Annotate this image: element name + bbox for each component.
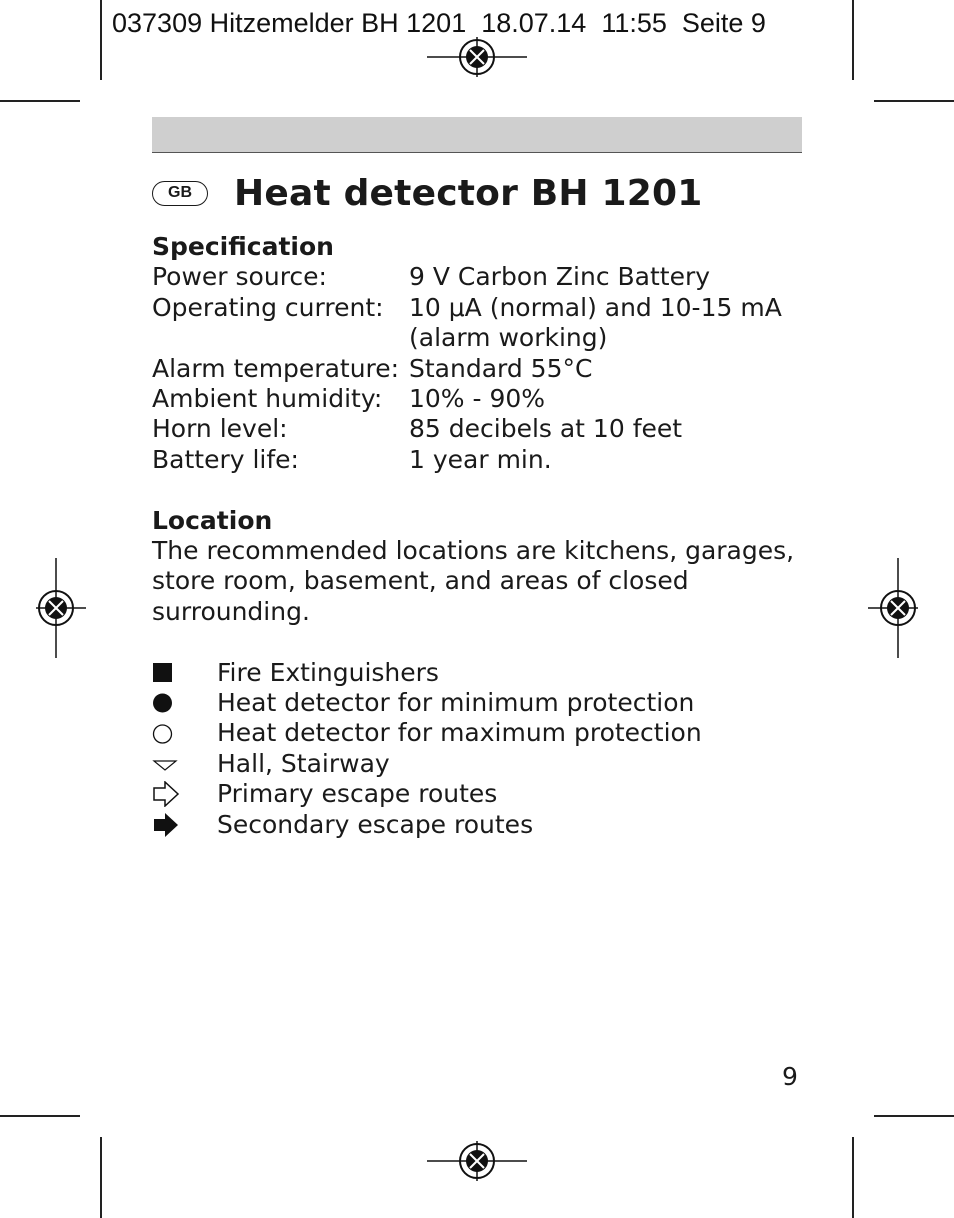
crop-mark [874,100,954,102]
crop-mark [100,1137,102,1218]
spec-label: Horn level: [152,414,288,444]
print-slug: 037309 Hitzemelder BH 1201 18.07.14 11:55 Seite 9 [112,8,766,38]
language-badge: GB [152,181,208,206]
filled-square-icon [152,662,217,684]
legend-item [152,658,812,688]
spacer [152,475,812,505]
spacer [152,627,812,657]
legend-item [152,779,812,809]
legend-label: Heat detector for maximum protection [217,718,702,748]
filled-circle-icon [152,692,217,714]
legend-label: Secondary escape routes [217,809,534,839]
spec-row [152,445,812,475]
registration-mark-icon [427,7,527,107]
spec-value: Standard 55°C [409,353,593,383]
crop-mark [0,100,80,102]
spec-row [152,293,812,354]
legend-label: Heat detector for minimum protection [217,688,695,718]
spec-value: 9 V Carbon Zinc Battery [409,262,711,292]
main-content [152,232,812,840]
legend-item [152,810,812,840]
spec-row [152,414,812,444]
spec-value-line: (alarm working) [409,323,608,353]
crop-mark [852,0,854,80]
spec-label: Alarm temperature: [152,353,400,383]
page-number: 9 [782,1062,798,1091]
spec-label: Battery life: [152,444,299,474]
spec-label: Power source: [152,262,327,292]
legend-label: Fire Extinguishers [217,657,439,687]
filled-arrow-right-icon [152,812,217,838]
location-heading: Location [152,505,273,535]
registration-mark-icon [6,558,106,658]
legend-label: Primary escape routes [217,779,498,809]
spec-value: 85 decibels at 10 feet [409,414,683,444]
title-row [152,168,702,218]
crop-mark [0,1115,80,1117]
registration-mark-icon [427,1111,527,1211]
spec-value [409,293,812,354]
spec-value: 10% - 90% [409,384,546,414]
spec-row [152,354,812,384]
header-band [152,117,802,153]
crop-mark [100,0,102,80]
outline-arrow-right-icon [152,781,217,807]
spec-value: 1 year min. [409,444,552,474]
open-triangle-down-icon [152,753,217,775]
legend-label: Hall, Stairway [217,748,390,778]
page-title: Heat detector BH 1201 [234,172,703,214]
spec-label: Ambient humidity: [152,384,383,414]
spec-row [152,384,812,414]
spec-label: Operating current: [152,292,384,322]
legend-item [152,749,812,779]
crop-mark [852,1137,854,1218]
spec-row [152,262,812,292]
registration-mark-icon [848,558,948,658]
open-circle-icon [152,723,217,745]
legend-item [152,718,812,748]
legend-item [152,688,812,718]
location-text: The recommended locations are kitchens, garages, store room, basement, and areas of closed surrounding. [152,536,795,626]
spec-value-line: 10 μA (normal) and 10-15 mA [409,292,782,322]
specification-heading: Specification [152,232,334,261]
crop-mark [874,1115,954,1117]
